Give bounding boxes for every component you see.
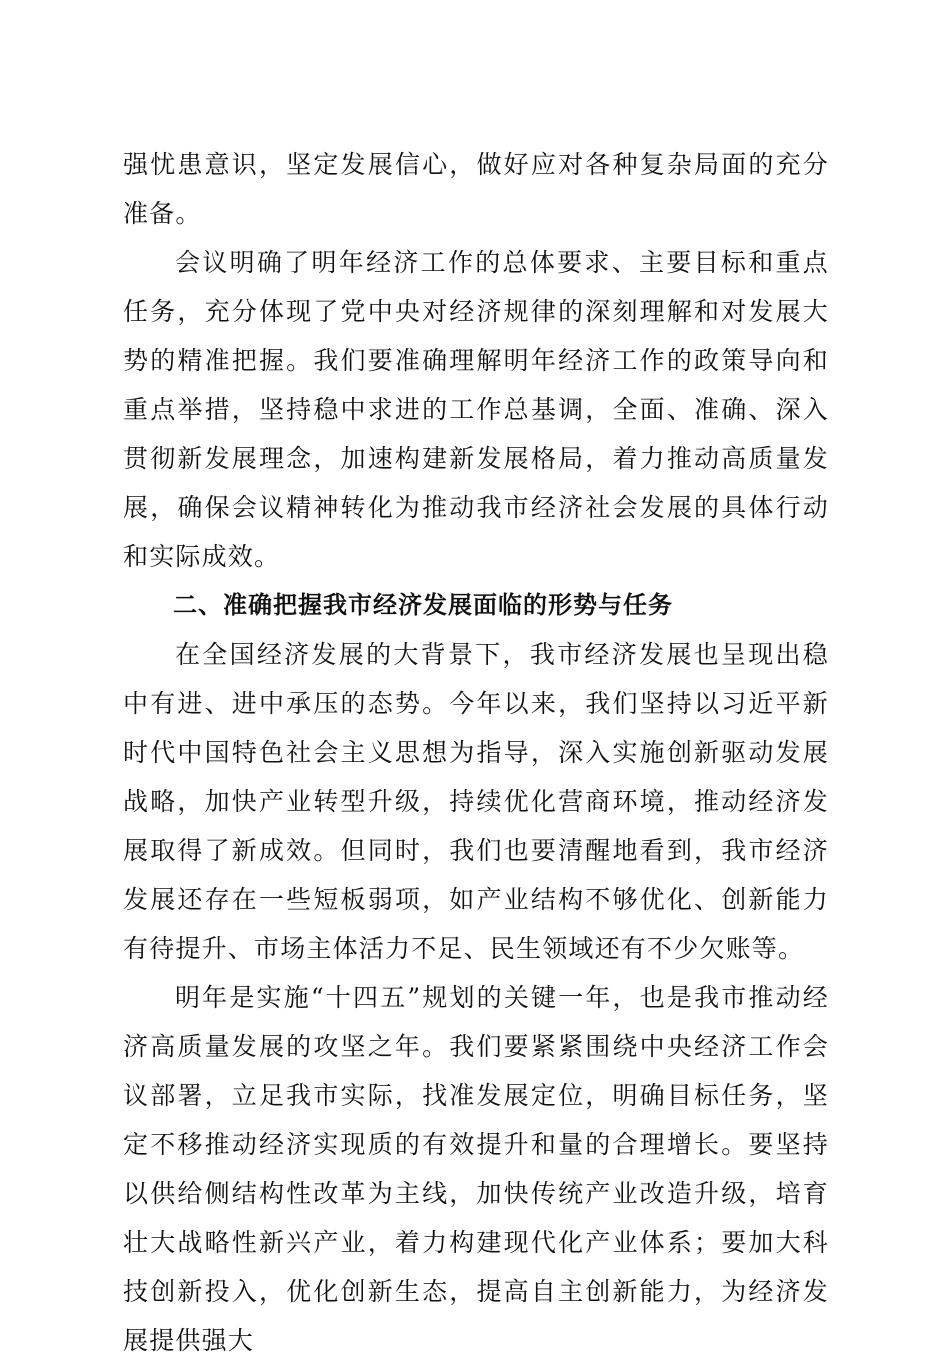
paragraph-continued: 强忧患意识，坚定发展信心，做好应对各种复杂局面的充分准备。 [123, 150, 829, 228]
document-body [123, 140, 829, 1365]
paragraph-meeting-requirements: 会议明确了明年经济工作的总体要求、主要目标和重点任务，充分体现了党中央对经济规律的深刻理解和对发展大势的精准把握。我们要准确理解明年经济工作的政策导向和重点举措，坚持稳中求进的工作总基调，全面、准确、深入贯彻新发展理念，加速构建新发展格局，着力推动高质量发展，确保会议精神转化为推动我市经济社会发展的具体行动和实际成效。 [123, 248, 829, 571]
paragraph-city-situation: 在全国经济发展的大背景下，我市经济发展也呈现出稳中有进、进中承压的态势。今年以来，我们坚持以习近平新时代中国特色社会主义思想为指导，深入实施创新驱动发展战略，加快产业转型升级，持续优化营商环境，推动经济发展取得了新成效。但同时，我们也要清醒地看到，我市经济发展还存在一些短板弱项，如产业结构不够优化、创新能力有待提升、市场主体活力不足、民生领域还有不少欠账等。 [123, 640, 829, 963]
section-heading: 二、准确把握我市经济发展面临的形势与任务 [173, 591, 673, 619]
paragraph-next-year-tasks: 明年是实施“十四五”规划的关键一年，也是我市推动经济高质量发展的攻坚之年。我们要紧紧围绕中央经济工作会议部署，立足我市实际，找准发展定位，明确目标任务，坚定不移推动经济实现质的有效提升和量的合理增长。要坚持以供给侧结构性改革为主线，加快传统产业改造升级，培育壮大战略性新兴产业，着力构建现代化产业体系；要加大科技创新投入，优化创新生态，提高自主创新能力，为经济发展提供强大 [123, 983, 829, 1355]
